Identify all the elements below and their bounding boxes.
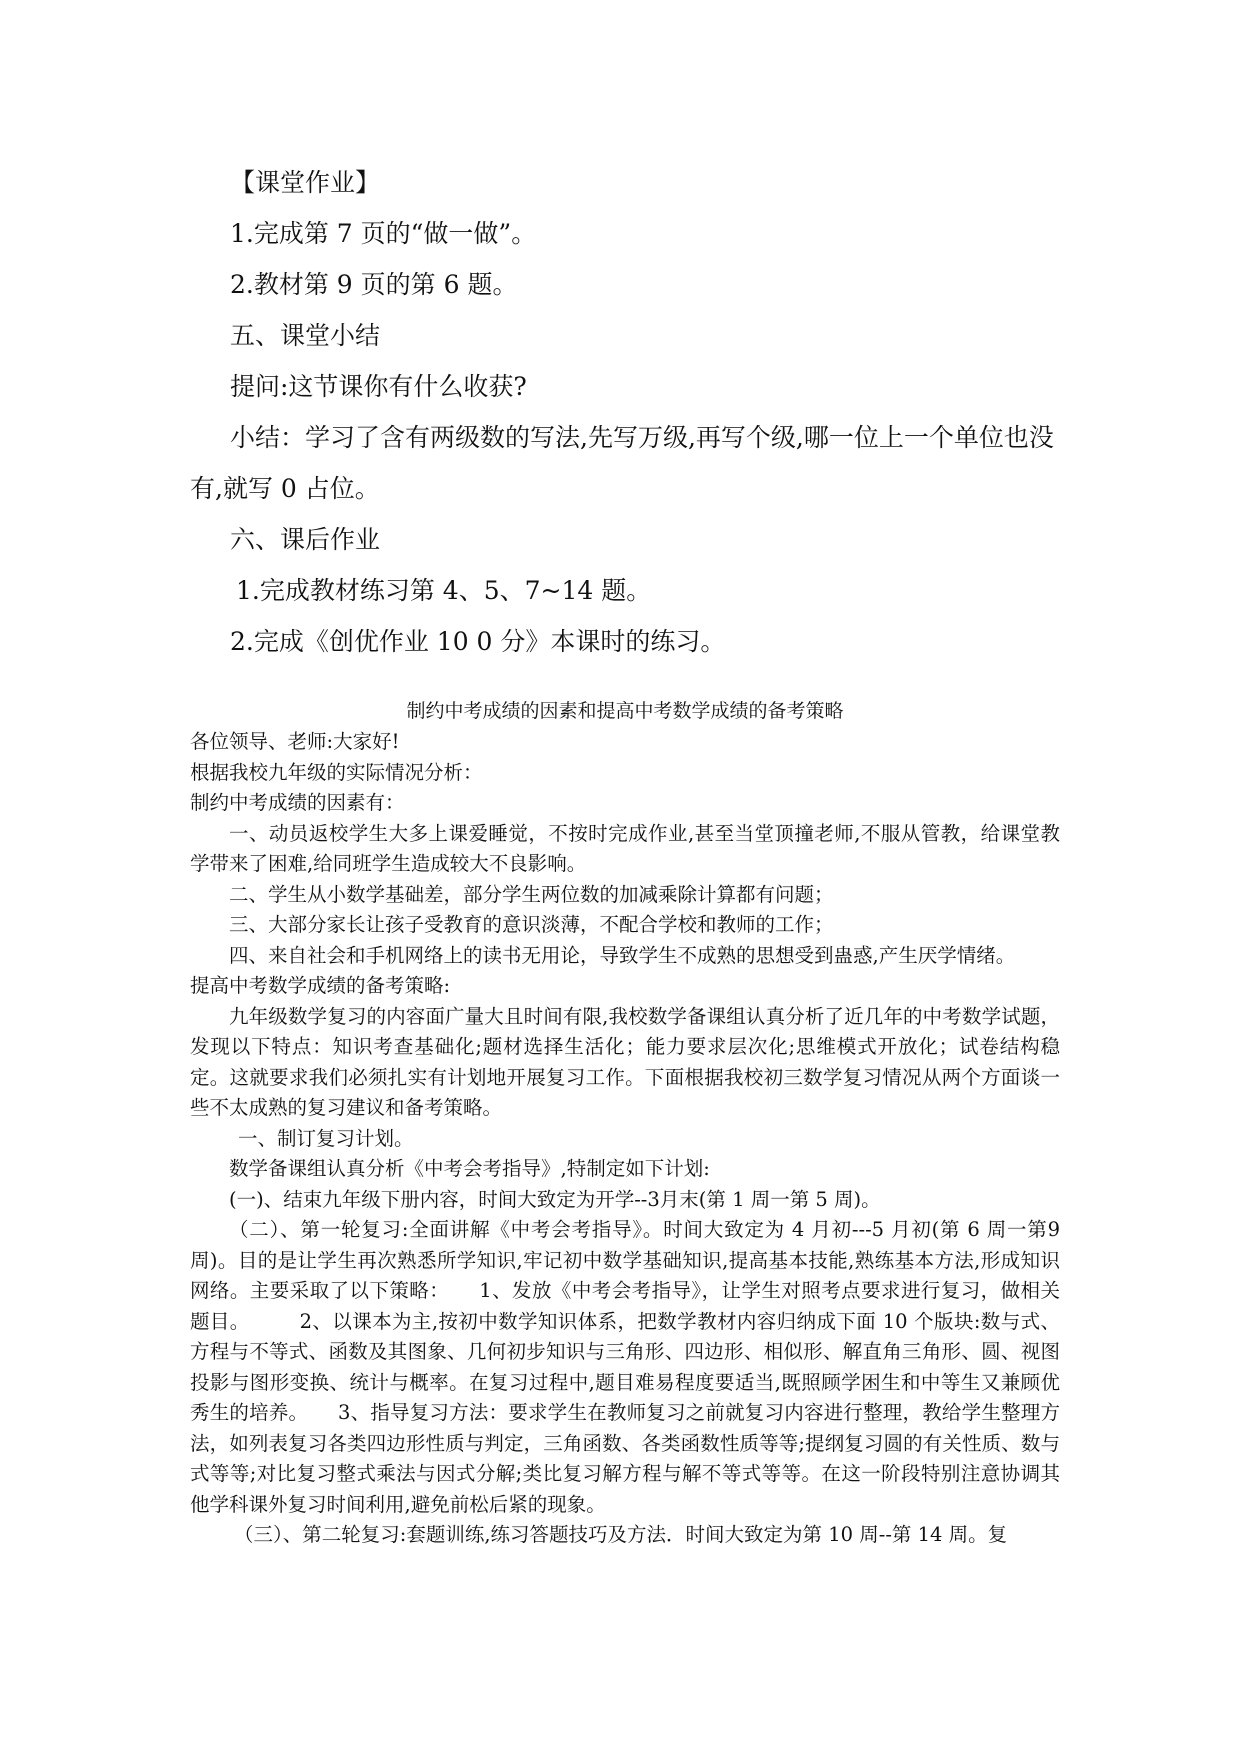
plan-intro: 数学备课组认真分析《中考会考指导》,特制定如下计划: — [229, 1157, 710, 1180]
article-section — [190, 697, 1060, 1551]
greeting: 各位领导、老师:大家好! — [190, 730, 400, 753]
homework-item-2: 2.教材第 9 页的第 6 题。 — [230, 270, 518, 299]
factor-4: 四、来自社会和手机网络上的读书无用论，导致学生不成熟的思想受到蛊惑,产生厌学情绪。 — [229, 943, 1016, 967]
after-class-item-2: 2.完成《创优作业 10 0 分》本课时的练习。 — [230, 627, 726, 656]
conclusion-paragraph: 小结：学习了含有两级数的写法,先写万级,再写个级,哪一位上一个单位也没有,就写 0 占位。 — [190, 423, 1054, 503]
after-class-heading: 六、课后作业 — [230, 525, 381, 554]
lesson-section — [190, 157, 1070, 667]
plan-heading: 一、制订复习计划。 — [238, 1126, 414, 1150]
factor-2: 二、学生从小数学基础差，部分学生两位数的加减乘除计算都有问题； — [229, 882, 834, 906]
summary-heading: 五、课堂小结 — [230, 321, 381, 350]
step-1: (一)、结束九年级下册内容，时间大致定为开学--3月末(第 1 周一第 5 周)。 — [229, 1187, 881, 1211]
strategy-intro: 九年级数学复习的内容面广量大且时间有限,我校数学备课组认真分析了近几年的中考数学试题，发现以下特点：知识考查基础化;题材选择生活化；能力要求层次化;思维模式开放化；试卷结构稳定。这就要求我们必须扎实有计划地开展复习工作。下面根据我校初三数学复习情况从两个方面谈一些不太成熟的复习建议和备考策略。 — [190, 1004, 1060, 1119]
step-3: （三）、第二轮复习:套题训练,练习答题技巧及方法．时间大致定为第 10 周--第 14 周。复 — [234, 1523, 1008, 1546]
step-2: （二）、第一轮复习:全面讲解《中考会考指导》。时间大致定为 4 月初---5 月初(第 6 周一第9周)。目的是让学生再次熟悉所学知识,牢记初中数学基础知识,提高基本技能,熟练基本方法,形成知识网络。主要采取了以下策略： 1、发放《中考会考指导》，让学生对照考点要求进行复习，做相关题目。 2、以课本为主,按初中数学知识体系，把数学教材内容归纳成下面 10 个版块:数与式、方程与不等式、函数及其图象、几何初步知识与三角形、四边形、相似形、解直角三角形、圆、视图投影与图形变换、统计与概率。在复习过程中,题目难易程度要适当,既照顾学困生和中等生又兼顾优秀生的培养。 3、指导复习方法：要求学生在教师复习之前就复习内容进行整理，教给学生整理方法，如列表复习各类四边形性质与判定，三角函数、各类函数性质等等;提纲复习圆的有关性质、数与式等等;对比复习整式乘法与因式分解;类比复习解方程与解不等式等等。在这一阶段特别注意协调其他学科课外复习时间利用,避免前松后紧的现象。 — [190, 1218, 1060, 1516]
after-class-item-1: 1.完成教材练习第 4、5、7~14 题。 — [236, 576, 652, 605]
homework-heading: 【课堂作业】 — [230, 168, 381, 197]
homework-item-1: 1.完成第 7 页的“做一做”。 — [230, 219, 537, 248]
factor-3: 三、大部分家长让孩子受教育的意识淡薄，不配合学校和教师的工作； — [229, 913, 834, 936]
article-title: 制约中考成绩的因素和提高中考数学成绩的备考策略 — [406, 700, 844, 722]
strategy-heading: 提高中考数学成绩的备考策略: — [190, 974, 451, 997]
factors-heading: 制约中考成绩的因素有： — [190, 791, 405, 814]
intro-line: 根据我校九年级的实际情况分析： — [190, 760, 483, 784]
factor-1: 一、动员返校学生大多上课爱睡觉，不按时完成作业,甚至当堂顶撞老师,不服从管教，给课堂教学带来了困难,给同班学生造成较大不良影响。 — [190, 821, 1060, 875]
question-line: 提问:这节课你有什么收获? — [230, 372, 527, 401]
